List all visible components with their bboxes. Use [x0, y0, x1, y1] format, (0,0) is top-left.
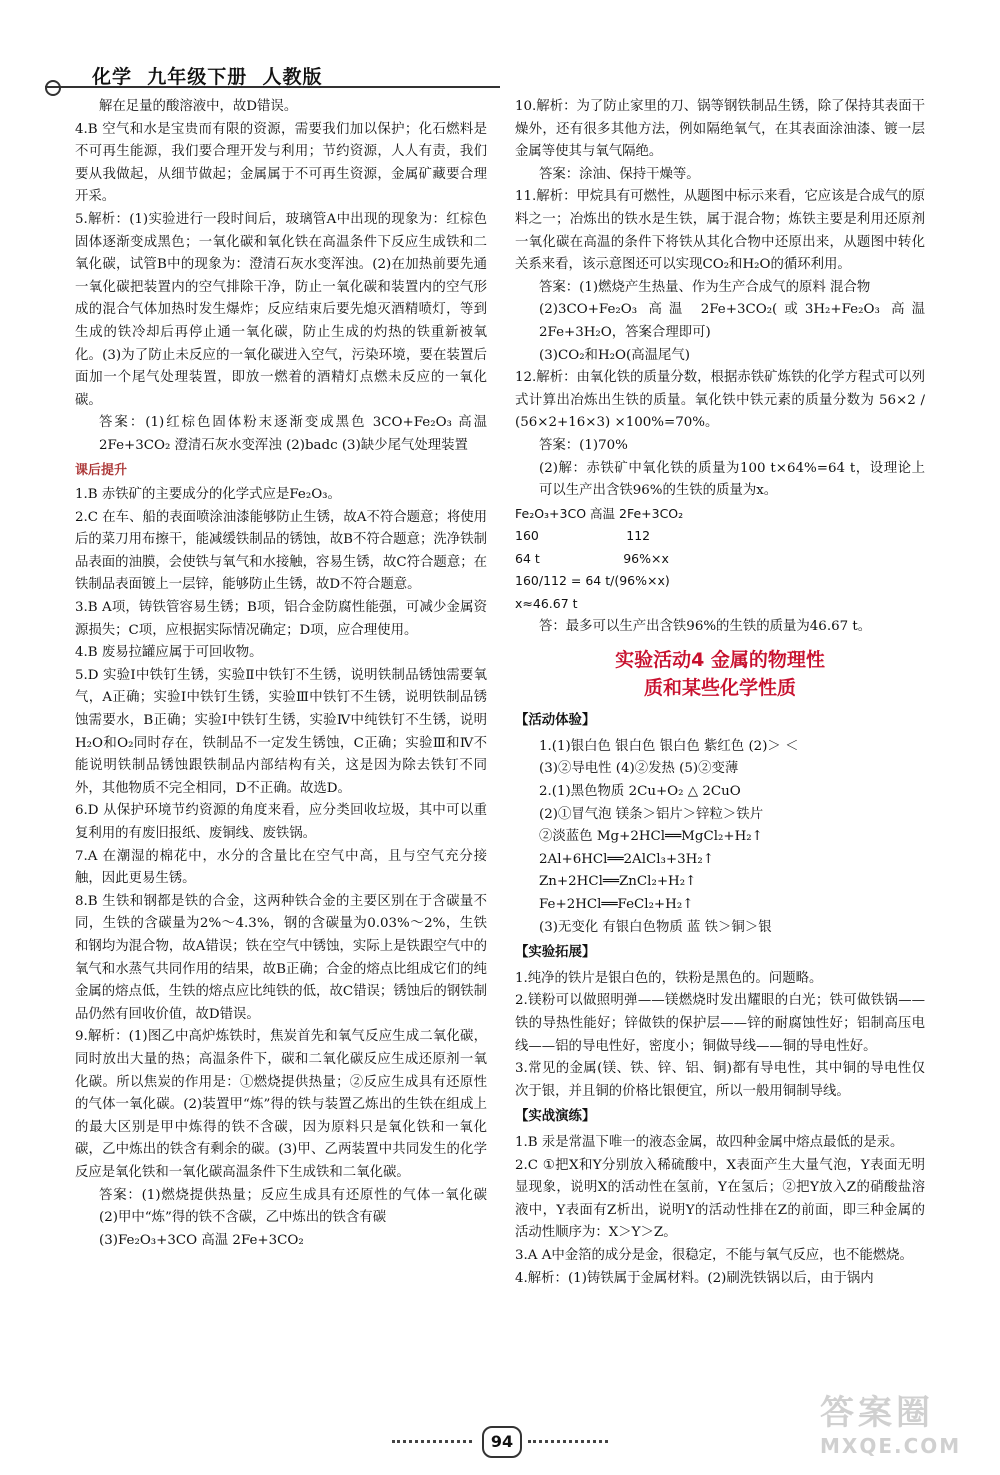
left-paragraph: 1.B 赤铁矿的主要成分的化学式应是Fe₂O₃。: [75, 487, 341, 503]
section-heading: [515, 646, 925, 702]
right_a-paragraph: 10.解析：为了防止家里的刀、锅等钢铁制品生锈，除了保持其表面干燥外，还有很多其他方法，例如隔绝氧气，在其表面涂油漆、镀一层金属等使其与氧气隔绝。: [515, 99, 925, 160]
left-paragraph: 3.B A项，铸铁管容易生锈；B项，铝合金防腐性能强，可减少金属资源损失；C项，应根据实际情况确定；D项，应合理使用。: [75, 600, 487, 638]
right_b-paragraph: 1.B 汞是常温下唯一的液态金属，故四种金属中熔点最低的是汞。: [515, 1134, 904, 1150]
right_a-paragraph: 答案：(1)燃烧产生热量、作为生产合成气的原料 混合物: [539, 279, 871, 295]
right-column: [515, 96, 925, 1290]
section-heading-line-1: 实验活动4 金属的物理性: [615, 649, 825, 672]
right_a-paragraph: (3)CO₂和H₂O(高温尾气): [539, 347, 690, 363]
left-paragraph: 答案：(1)红棕色固体粉末逐渐变成黑色 3CO+Fe₂O₃ 高温 2Fe+3CO₂ 澄清石灰水变浑浊 (2)badc (3)缺少尾气处理装置: [99, 415, 487, 453]
header-ornament-icon: [45, 80, 61, 96]
right_b-paragraph: 【实战演练】: [515, 1109, 596, 1125]
right_b-paragraph: (3)②导电性 (4)②发热 (5)②变薄: [539, 761, 739, 777]
left-paragraph: 5.D 实验Ⅰ中铁钉生锈，实验Ⅱ中铁钉不生锈，说明铁制品锈蚀需要氧气，A正确；实验Ⅰ中铁钉生锈，实验Ⅲ中铁钉不生锈，说明铁制品锈蚀需要水，B正确；实验Ⅰ中铁钉生锈，实验Ⅳ中纯铁钉不生锈，说明H₂O和O₂同时存在，铁制品不一定发生锈蚀，C正确；实验Ⅲ和Ⅳ不能说明铁制品锈蚀跟铁制品内部结构有关，这是因为除去铁钉不同外，其他物质不完全相同，D不正确。故选D。: [75, 667, 487, 796]
right_b-paragraph: 2Al+6HCl══2AlCl₃+3H₂↑: [539, 851, 714, 867]
right_b-paragraph: 【活动体验】: [515, 713, 596, 729]
section-heading-line-2: 质和某些化学性质: [643, 677, 796, 700]
left-paragraph: 解在足量的酸溶液中，故D错误。: [99, 99, 298, 114]
right_b-paragraph: (3)无变化 有银白色物质 蓝 铁＞铜＞银: [539, 919, 772, 935]
left-paragraph: 9.解析：(1)图乙中高炉炼铁时，焦炭首先和氧气反应生成二氧化碳，同时放出大量的热；高温条件下，碳和二氧化碳反应生成还原剂一氧化碳。所以焦炭的作用是：①燃烧提供热量；②反应生成具有还原性的气体一氧化碳。(2)装置甲“炼”得的铁与装置乙炼出的生铁在组成上的最大区别是甲中炼得的铁不含碳，因为原料只是氧化铁和一氧化碳，乙中炼出的铁含有剩余的碳。(3)甲、乙两装置中共同发生的化学反应是氧化铁和一氧化碳高温条件下生成铁和二氧化碳。: [75, 1029, 487, 1180]
right_b-paragraph: Zn+2HCl══ZnCl₂+H₂↑: [539, 874, 697, 890]
left-paragraph: 2.C 在车、船的表面喷涂油漆能够防止生锈，故A不符合题意；将使用后的菜刀用布擦干，能减缓铁制品的锈蚀，故B不符合题意；洗净铁制品表面的油膜，会使铁与氧气和水接触，容易生锈，故C符合题意；在铁制品表面镀上一层锌，能够防止生锈，故D不符合题意。: [75, 509, 487, 593]
right_b-paragraph: 3.常见的金属(镁、铁、锌、铝、铜)都有导电性，其中铜的导电性仅次于银，并且铜的价格比银便宜，所以一般用铜制导线。: [515, 1061, 925, 1099]
right_a-paragraph: 11.解析：甲烷具有可燃性，从题图中标示来看，它应该是合成气的原料之一；冶炼出的铁水是生铁，属于混合物；炼铁主要是利用还原剂一氧化碳在高温的条件下将铁从其化合物中还原出来，从题图中转化关系来看，该示意图还可以实现CO₂和H₂O的循环利用。: [515, 189, 925, 273]
right_a-paragraph: x≈46.67 t: [515, 596, 578, 612]
page-header: [0, 50, 1000, 90]
right_b-paragraph: Fe+2HCl══FeCl₂+H₂↑: [539, 897, 694, 912]
right_a-paragraph: (2)解：赤铁矿中氧化铁的质量为100 t×64%=64 t，设理论上可以生产出含铁96%的生铁的质量为x。: [539, 460, 925, 499]
right_a-paragraph: 64 t 96%×x: [515, 550, 669, 566]
left-paragraph: 6.D 从保护环境节约资源的角度来看，应分类回收垃圾，其中可以重复利用的有废旧报纸、废铜线、废铁锅。: [75, 803, 487, 841]
left-paragraph: 答案：(1)燃烧提供热量；反应生成具有还原性的气体一氧化碳 (2)甲中“炼”得的铁不含碳，乙中炼出的铁含有碳: [99, 1187, 487, 1226]
right_b-paragraph: 4.解析：(1)铸铁属于金属材料。(2)刷洗铁锅以后，由于锅内: [515, 1270, 874, 1286]
right_a-paragraph: 160 112: [515, 528, 651, 544]
right_a-paragraph: 12.解析：由氧化铁的质量分数，根据赤铁矿炼铁的化学方程式可以列式计算出冶炼出生铁的质量。氧化铁中铁元素的质量分数为 56×2 / (56×2+16×3) ×100%=70%。: [515, 370, 925, 431]
right_b-paragraph: 【实验拓展】: [515, 945, 596, 961]
watermark-line-1: 答案圈: [820, 1393, 934, 1433]
left-paragraph: 7.A 在潮湿的棉花中，水分的含量比在空气中高，且与空气充分接触，因此更易生锈。: [75, 848, 487, 887]
left-column: [75, 96, 487, 1252]
right_a-paragraph: Fe₂O₃+3CO 高温 2Fe+3CO₂: [515, 505, 684, 521]
right_b-paragraph: 1.纯净的铁片是银白色的，铁粉是黑色的。问题略。: [515, 970, 823, 986]
right_b-paragraph: ②淡蓝色 Mg+2HCl══MgCl₂+H₂↑: [539, 829, 763, 845]
right_a-paragraph: (2)3CO+Fe₂O₃ 高温 2Fe+3CO₂(或3H₂+Fe₂O₃ 高温 2Fe+3H₂O，答案合理即可): [539, 302, 925, 340]
footer-dots-right: [528, 1440, 608, 1443]
left-paragraph: 8.B 生铁和钢都是铁的合金，这两种铁合金的主要区别在于含碳量不同，生铁的含碳量为2%～4.3%，钢的含碳量为0.03%～2%，生铁和钢均为混合物，故A错误；铁在空气中锈蚀，实际上是铁跟空气中的氧气和水蒸气共同作用的结果，故B正确；合金的熔点比组成它们的纯金属的熔点低，生铁的熔点应比纯铁的低，故C错误；锈蚀后的钢铁制品仍然有回收价值，故D错误。: [75, 893, 487, 1022]
right_b-paragraph: (2)①冒气泡 镁条＞铝片＞锌粒＞铁片: [539, 806, 764, 822]
answers-10-12: [515, 96, 925, 638]
right_a-paragraph: 160/112 = 64 t/(96%×x): [515, 573, 670, 589]
right_a-paragraph: 答：最多可以生产出含铁96%的生铁的质量为46.67 t。: [539, 618, 872, 634]
page-number: 94: [482, 1426, 522, 1458]
right_b-paragraph: 2.C ①把X和Y分别放入稀硫酸中，X表面产生大量气泡，Y表面无明显现象，说明X的活动性在氢前，Y在氢后；②把Y放入Z的硝酸盐溶液中，Y表面有Z析出，说明Y的活动性排在Z的前面，即三种金属的活动性顺序为：X＞Y＞Z。: [515, 1157, 925, 1241]
right_b-paragraph: 2.(1)黑色物质 2Cu+O₂ △ 2CuO: [539, 784, 741, 800]
left-paragraph: (3)Fe₂O₃+3CO 高温 2Fe+3CO₂: [99, 1232, 304, 1248]
right_b-paragraph: 1.(1)银白色 银白色 银白色 紫红色 (2)＞ ＜: [539, 738, 799, 754]
footer-dots-left: [392, 1440, 472, 1443]
left-paragraph: 4.B 废易拉罐应属于可回收物。: [75, 645, 263, 661]
right_b-paragraph: 2.镁粉可以做照明弹——镁燃烧时发出耀眼的白光；铁可做铁锅——铁的导热性能好；锌做铁的保护层——锌的耐腐蚀性好；铝制高压电线——铝的导电性好，密度小；铜做导线——铜的导电性好。: [515, 993, 925, 1054]
experiment-answers: [515, 710, 925, 1290]
right_a-paragraph: 答案：涂油、保持干燥等。: [539, 166, 700, 182]
left-paragraph: 课后提升: [75, 462, 128, 478]
left-paragraph: 5.解析：(1)实验进行一段时间后，玻璃管A中出现的现象为：红棕色固体逐渐变成黑色；一氧化碳和氧化铁在高温条件下反应生成铁和二氧化碳，试管B中的现象为：澄清石灰水变浑浊。(2)在加热前要先通一氧化碳把装置内的空气排除干净，防止一氧化碳和装置内的空气形成的混合气体加热时发生爆炸；反应结束后要先熄灭酒精喷灯，等到生成的铁冷却后再停止通一氧化碳，防止生成的灼热的铁重新被氧化。(3)为了防止未反应的一氧化碳进入空气，污染环境，要在装置后面加一个尾气处理装置，即放一燃着的酒精灯点燃未反应的一氧化碳。: [75, 211, 487, 408]
watermark-logo: [820, 1385, 980, 1465]
left-paragraph: 4.B 空气和水是宝贵而有限的资源，需要我们加以保护；化石燃料是不可再生能源，我们要合理开发与利用；节约资源，人人有责，我们要从我做起，从细节做起；金属属于不可再生资源，金属矿藏要合理开采。: [75, 121, 487, 205]
right_b-paragraph: 3.A A中金箔的成分是金，很稳定，不能与氧气反应，也不能燃烧。: [515, 1247, 913, 1263]
right_a-paragraph: 答案：(1)70%: [539, 437, 628, 453]
book-title: 化学 九年级下册 人教版: [92, 66, 323, 88]
watermark-line-2: MXQE.COM: [820, 1434, 962, 1458]
